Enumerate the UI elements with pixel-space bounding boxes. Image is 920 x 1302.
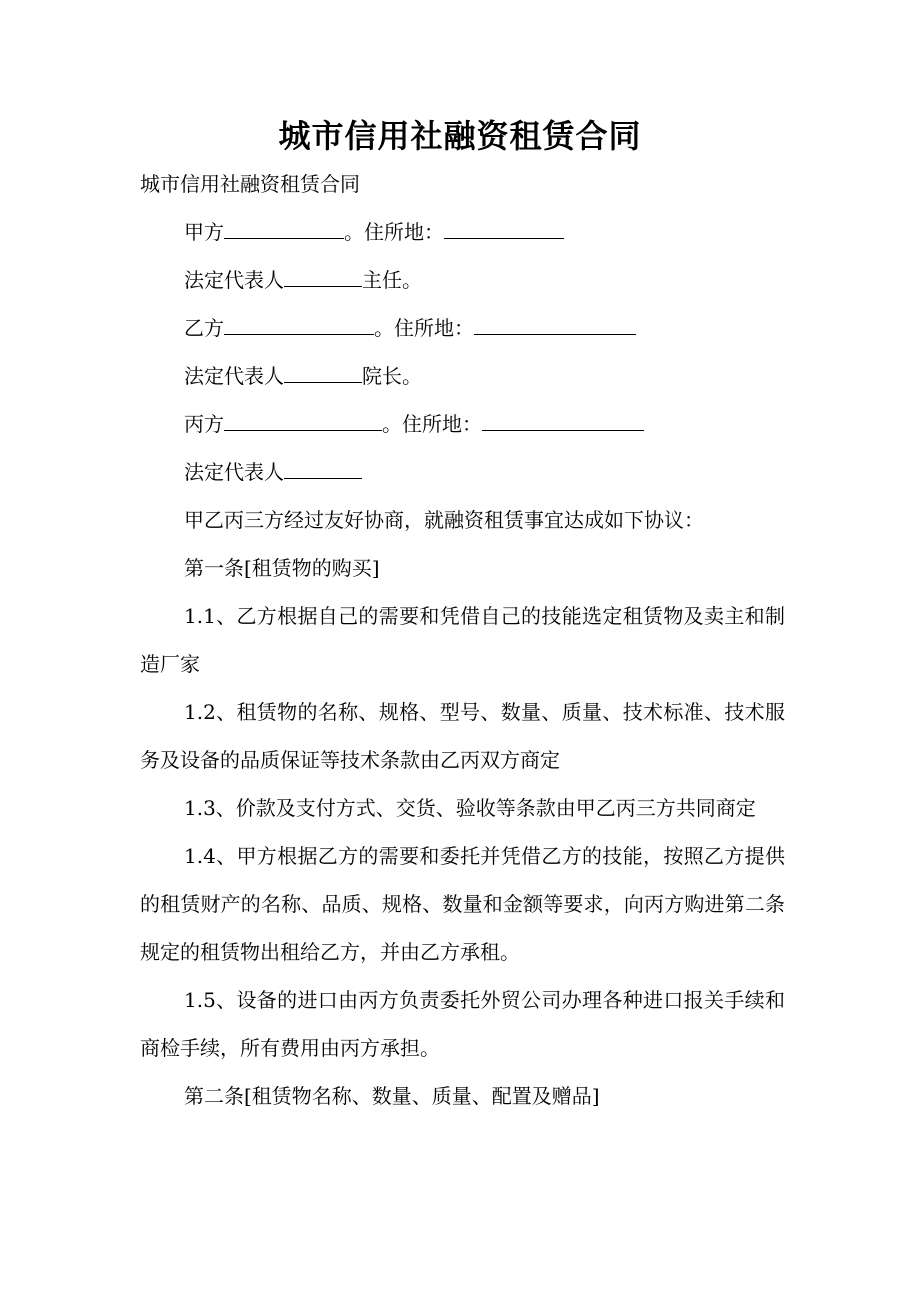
party-c-address-blank [482,410,644,431]
party-a-label: 甲方 [184,220,224,244]
party-b-address-label: 。住所地： [374,316,474,340]
party-b-label: 乙方 [184,316,224,340]
party-c-label: 丙方 [184,412,224,436]
document-title: 城市信用社融资租赁合同 [278,117,642,155]
clause-1-5: 1.5、设备的进口由丙方负责委托外贸公司办理各种进口报关手续和商检手续，所有费用由丙方承担。 [140,988,785,1060]
party-b-rep-title: 院长。 [362,364,422,388]
clause-1-3: 1.3、价款及支付方式、交货、验收等条款由甲乙丙三方共同商定 [184,796,756,820]
document-body [140,160,785,1120]
party-c-rep-blank [284,458,362,479]
party-b-rep-label: 法定代表人 [184,364,284,388]
party-c-address-label: 。住所地： [382,412,482,436]
party-c-representative-line [140,448,785,496]
party-a-address-blank [444,218,564,239]
clause-1-4: 1.4、甲方根据乙方的需要和委托并凭借乙方的技能，按照乙方提供的租赁财产的名称、品质、规格、数量和金额等要求，向丙方购进第二条规定的租赁物出租给乙方，并由乙方承租。 [140,844,785,964]
party-c-name-blank [224,410,382,431]
party-a-representative-line [140,256,785,304]
party-b-rep-blank [284,362,362,383]
party-a-rep-blank [284,266,362,287]
party-b-representative-line [140,352,785,400]
party-a-rep-title: 主任。 [362,268,422,292]
party-b-address-blank [474,314,636,335]
document-subtitle: 城市信用社融资租赁合同 [140,172,360,196]
party-a-name-blank [224,218,344,239]
party-a-address-label: 。住所地： [344,220,444,244]
preamble-paragraph: 甲乙丙三方经过友好协商，就融资租赁事宜达成如下协议： [184,508,704,532]
article-2-heading: 第二条[租赁物名称、数量、质量、配置及赠品] [184,1084,600,1108]
party-a-line [140,208,785,256]
article-1-heading: 第一条[租赁物的购买] [184,556,380,580]
party-c-rep-label: 法定代表人 [184,460,284,484]
clause-1-1: 1.1、乙方根据自己的需要和凭借自己的技能选定租赁物及卖主和制造厂家 [140,604,785,676]
party-b-line [140,304,785,352]
party-b-name-blank [224,314,374,335]
party-a-rep-label: 法定代表人 [184,268,284,292]
party-c-line [140,400,785,448]
clause-1-2: 1.2、租赁物的名称、规格、型号、数量、质量、技术标准、技术服务及设备的品质保证等技术条款由乙丙双方商定 [140,700,785,772]
